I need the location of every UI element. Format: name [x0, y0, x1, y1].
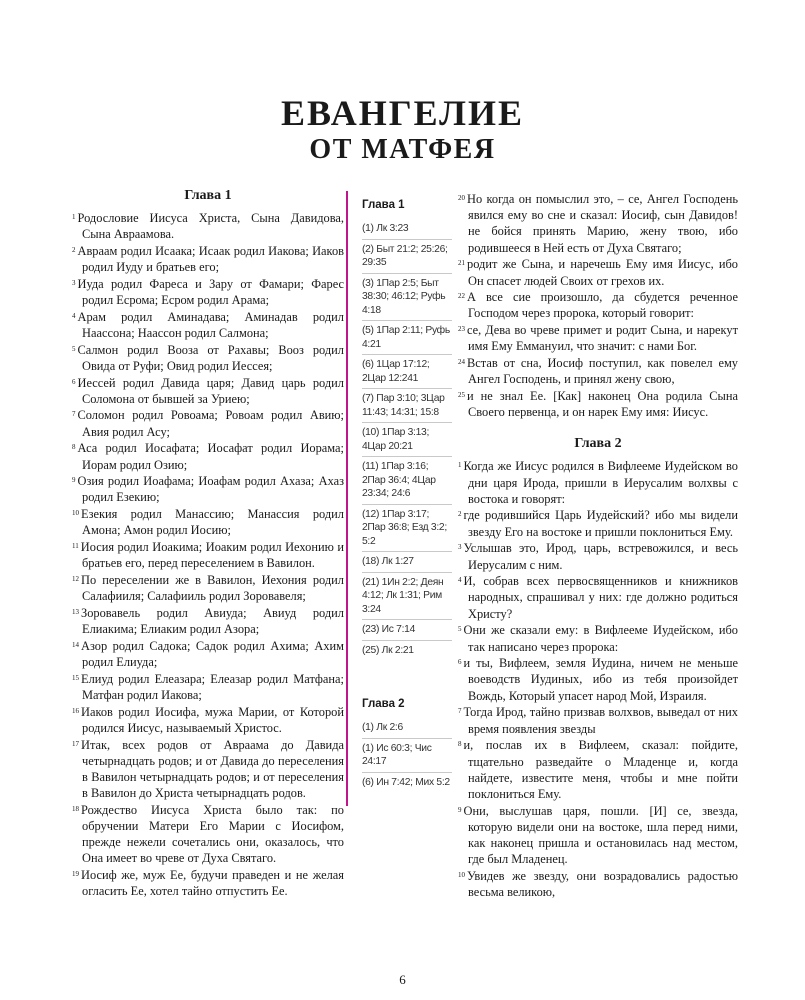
verse-number: 4	[458, 576, 462, 585]
cross-reference-item: (1) Лк 2:6	[362, 718, 452, 739]
verse-number: 15	[72, 673, 79, 682]
cross-reference-item: (5) 1Пар 2:11; Руфь 4:21	[362, 321, 452, 355]
cross-reference-column	[362, 197, 452, 792]
verse-number: 7	[72, 410, 76, 419]
verse-text: Елиуд родил Елеазара; Елеазар родил Матфана; Матфан родил Иакова;	[81, 671, 344, 702]
refs-chapter-2-list	[362, 718, 452, 792]
chapter-1-heading: Глава 1	[184, 188, 232, 203]
verse	[458, 256, 738, 288]
verse	[458, 289, 738, 321]
verse-number: 16	[72, 706, 79, 715]
verse-number: 3	[458, 543, 462, 552]
verse-text: се, Дева во чреве примет и родит Сына, и нарекут имя Ему Еммануил, что значит: с нами Бог.	[467, 323, 738, 354]
verse-text: Родословие Иисуса Христа, Сына Давидова, Сына Авраамова.	[77, 211, 344, 242]
verse	[72, 605, 344, 637]
verse-text: И, собрав всех первосвященников и книжников народных, спрашивал у них: где должно родиться Христу?	[463, 574, 738, 621]
verse	[458, 737, 738, 802]
verse	[72, 407, 344, 439]
verse-number: 8	[72, 443, 76, 452]
verse-number: 8	[458, 740, 462, 749]
verse-text: Встав от сна, Иосиф поступил, как повелел ему Ангел Господень, и принял жену свою,	[467, 356, 738, 387]
verse-text: родит же Сына, и наречешь Ему имя Иисус, ибо Он спасет людей Своих от грехов их.	[467, 257, 738, 288]
verse-number: 11	[72, 542, 79, 551]
verse-text: Зоровавель родил Авиуда; Авиуд родил Елиакима; Елиаким родил Азора;	[81, 605, 344, 637]
verse-text: Авраам родил Исаака; Исаак родил Иакова; Иаков родил Иуду и братьев его;	[77, 243, 344, 275]
verse-text: Итак, всех родов от Авраама до Давида четырнадцать родов; и от Давида до переселения в Вавилон четырнадцать родов; и от переселения в Вавилон до Христа четырнадцать родов.	[81, 737, 344, 801]
column-divider	[346, 191, 348, 806]
cross-reference-item: (23) Ис 7:14	[362, 620, 452, 641]
verse-number: 13	[72, 607, 79, 616]
verse-number: 24	[458, 358, 465, 367]
verse-text: Озия родил Иоафама; Иоафам родил Ахаза; Ахаз родил Езекию;	[77, 474, 344, 505]
verse	[458, 355, 738, 387]
verse-text: Они, выслушав царя, пошли. [И] се, звезда, которую видели они на востоке, шла перед ними, как наконец пришла и остановилась над местом, где был Младенец.	[463, 803, 738, 867]
verse-text: Они же сказали ему: в Вифлееме Иудейском, ибо так написано через пророка:	[463, 623, 738, 654]
cross-reference-item: (6) 1Цар 17:12; 2Цар 12:241	[362, 355, 452, 389]
cross-reference-item: (1) Лк 3:23	[362, 219, 452, 240]
verse	[458, 458, 738, 507]
refs-chapter-1-list	[362, 219, 452, 660]
verse-number: 5	[458, 625, 462, 634]
verse-text: Азор родил Садока; Садок родил Ахима; Ахим родил Елиуда;	[81, 638, 344, 669]
verse	[72, 473, 344, 505]
verse	[458, 388, 738, 420]
verse-number: 2	[458, 510, 462, 519]
verse-text: Иуда родил Фареса и Зару от Фамари; Фарес родил Есрома; Есром родил Арама;	[77, 276, 344, 308]
right-verse-list-ch2	[458, 458, 738, 900]
verse	[72, 309, 344, 341]
verse-text: Услышав это, Ирод, царь, встревожился, и весь Иерусалим с ним.	[463, 541, 738, 572]
verse-text: А все сие произошло, да сбудется реченное Господом через пророка, который говорит:	[467, 290, 738, 321]
verse-number: 6	[458, 658, 462, 667]
verse-number: 23	[458, 325, 465, 334]
verse	[72, 802, 344, 867]
cross-reference-item: (2) Быт 21:2; 25:26; 29:35	[362, 240, 452, 274]
verse-text: Иосия родил Иоакима; Иоаким родил Иехонию и братьев его, перед переселением в Вавилон.	[80, 540, 344, 571]
cross-reference-item: (6) Ин 7:42; Мих 5:2	[362, 776, 450, 788]
verse	[458, 622, 738, 654]
verse-number: 17	[72, 739, 79, 748]
verse-text: Иаков родил Иосифа, мужа Марии, от Которой родился Иисус, называемый Христос.	[81, 704, 344, 735]
verse-text: Иессей родил Давида царя; Давид царь родил Соломона от бывшей за Уриею;	[77, 375, 344, 406]
verse	[72, 572, 344, 604]
verse	[458, 655, 738, 704]
verse-number: 20	[458, 194, 465, 202]
verse	[458, 868, 738, 900]
verse	[72, 210, 344, 242]
refs-chapter-1-heading: Глава 1	[362, 199, 405, 211]
verse-number: 4	[72, 311, 76, 320]
verse-number: 12	[72, 574, 79, 583]
verse-text: и ты, Вифлеем, земля Иудина, ничем не меньше воеводств Иудиных, ибо из тебя произойдет Вождь, Который упасет народ Мой, Израиля.	[463, 656, 738, 703]
verse-number: 14	[72, 640, 79, 649]
cross-reference-item: (21) 1Ин 2:2; Деян 4:12; Лк 1:31; Рим 3:24	[362, 573, 452, 621]
page-number: 6	[399, 972, 406, 987]
verse-text: Арам родил Аминадава; Аминадав родил Наассона; Наассон родил Салмона;	[77, 309, 344, 340]
verse	[72, 375, 344, 407]
verse-number: 10	[458, 870, 465, 879]
right-text-column	[458, 191, 738, 901]
verse-number: 19	[72, 870, 79, 879]
verse	[458, 507, 738, 539]
verse-number: 10	[72, 509, 79, 518]
verse	[72, 342, 344, 374]
verse	[72, 243, 344, 275]
verse	[72, 539, 344, 571]
verse	[72, 506, 344, 538]
verse	[458, 540, 738, 572]
verse-number: 18	[72, 804, 79, 813]
cross-reference-item: (10) 1Пар 3:13; 4Цар 20:21	[362, 423, 452, 457]
verse-number: 2	[72, 245, 76, 254]
cross-reference-item: (11) 1Пар 3:16; 2Пар 36:4; 4Цар 23:34; 24:6	[362, 457, 452, 505]
chapter-2-heading: Глава 2	[574, 436, 622, 452]
left-text-column	[72, 186, 344, 900]
verse-text: и не знал Ее. [Как] наконец Она родила Сына Своего первенца, и он нарек Ему имя: Иисус.	[467, 388, 738, 420]
cross-reference-item: (12) 1Пар 3:17; 2Пар 36:8; Езд 3:2; 5:2	[362, 505, 452, 553]
verse	[72, 704, 344, 736]
verse-number: 9	[72, 476, 76, 485]
cross-reference-item: (1) Ис 60:3; Чис 24:17	[362, 739, 452, 773]
verse-text: и, послав их в Вифлеем, сказал: пойдите, тщательно разведайте о Младенце и, когда найдете, известите меня, чтобы и мне пойти поклониться Ему.	[463, 738, 738, 801]
verse-number: 5	[72, 344, 76, 353]
verse-number: 25	[458, 390, 465, 399]
verse-text: Езекия родил Манассию; Манассия родил Амона; Амон родил Иосию;	[81, 507, 344, 538]
verse	[72, 276, 344, 308]
cross-reference-item: (3) 1Пар 2:5; Быт 38:30; 46:12; Руфь 4:18	[362, 274, 452, 322]
verse-text: Тогда Ирод, тайно призвав волхвов, выведал от них время появления звезды	[463, 705, 738, 736]
verse-number: 1	[72, 213, 76, 221]
verse	[458, 191, 738, 256]
verse	[72, 440, 344, 472]
book-subtitle: ОТ МАТФЕЯ	[309, 134, 496, 165]
verse-text: Увидев же звезду, они возрадовались радостью весьма великою,	[467, 868, 738, 900]
verse	[458, 803, 738, 868]
verse	[458, 573, 738, 622]
left-verse-list	[72, 210, 344, 900]
verse-text: Но когда он помыслил это, – се, Ангел Господень явился ему во сне и сказал: Иосиф, сын Давидов! не бойся принять Марию, жену твою, ибо родившееся в Ней есть от Духа Святаго;	[467, 192, 738, 255]
verse-number: 22	[458, 292, 465, 301]
verse-text: Иосиф же, муж Ее, будучи праведен и не желая огласить Ее, хотел тайно отпустить Ее.	[81, 868, 344, 899]
cross-reference-item: (18) Лк 1:27	[362, 552, 452, 573]
verse-number: 1	[458, 461, 462, 470]
cross-reference-item: (25) Лк 2:21	[362, 644, 414, 656]
verse-number: 6	[72, 377, 76, 386]
verse-text: Аса родил Иосафата; Иосафат родил Иорама; Иорам родил Озию;	[77, 441, 344, 472]
verse	[72, 638, 344, 670]
verse-text: где родившийся Царь Иудейский? ибо мы видели звезду Его на востоке и пришли поклониться Ему.	[463, 508, 738, 539]
right-verse-list-ch1	[458, 191, 738, 420]
verse	[72, 867, 344, 899]
verse-number: 7	[458, 707, 462, 716]
refs-chapter-2-heading: Глава 2	[362, 698, 405, 710]
verse	[72, 737, 344, 802]
verse-number: 3	[72, 278, 76, 287]
cross-reference-item: (7) Пар 3:10; 3Цар 11:43; 14:31; 15:8	[362, 389, 452, 423]
verse-text: По переселении же в Вавилон, Иехония родил Салафииля; Салафииль родил Зоровавеля;	[81, 572, 344, 604]
verse-text: Рождество Иисуса Христа было так: по обручении Матери Его Марии с Иосифом, прежде нежели сочетались они, оказалось, что Она имеет во чреве от Духа Святаго.	[81, 802, 344, 866]
verse	[458, 322, 738, 354]
verse-text: Когда же Иисус родился в Вифлееме Иудейском во дни царя Ирода, пришли в Иерусалим волхвы с востока и говорят:	[463, 459, 738, 506]
verse-text: Салмон родил Вооза от Рахавы; Вооз родил Овида от Руфи; Овид родил Иессея;	[77, 342, 344, 373]
verse	[458, 704, 738, 736]
verse-number: 21	[458, 259, 465, 268]
book-title: ЕВАНГЕЛИЕ	[280, 93, 525, 133]
verse-number: 9	[458, 805, 462, 814]
verse-text: Соломон родил Ровоама; Ровоам родил Авию; Авия родил Асу;	[77, 408, 344, 439]
verse	[72, 671, 344, 703]
